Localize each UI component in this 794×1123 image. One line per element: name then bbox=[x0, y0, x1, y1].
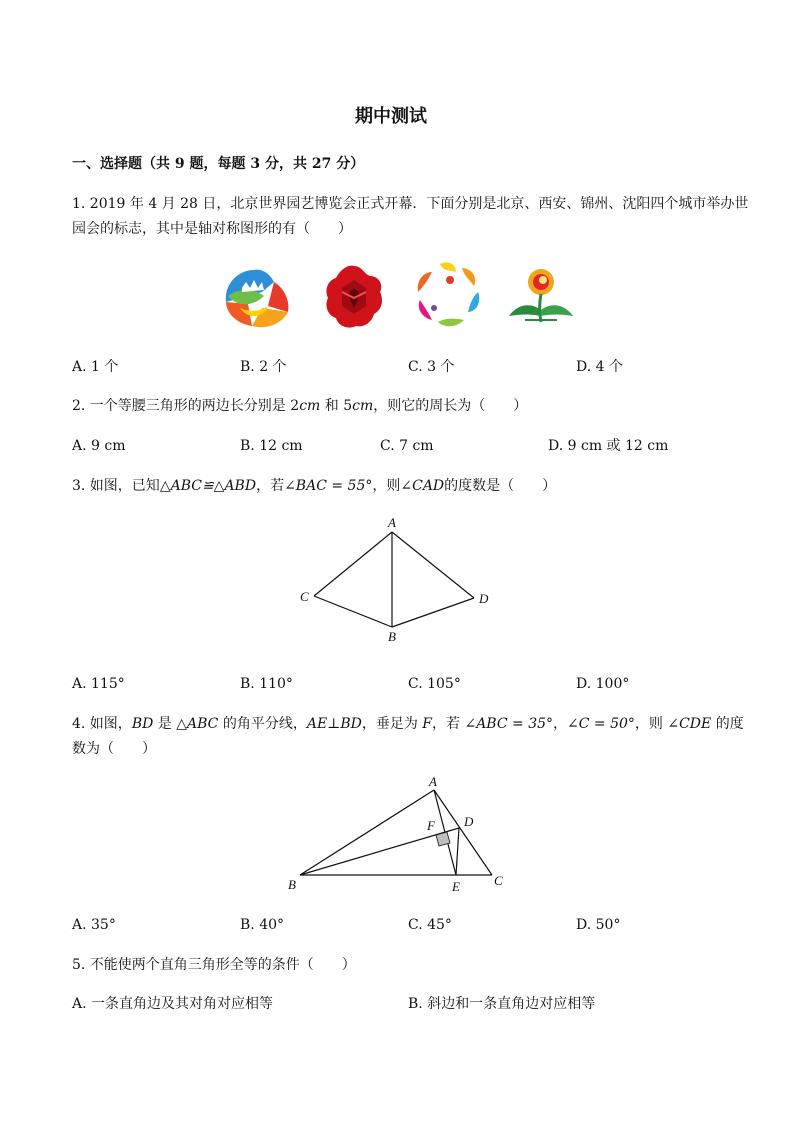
q3-option-a: A. 115° bbox=[72, 676, 125, 692]
q2-option-b: B. 12 cm bbox=[240, 438, 303, 454]
q3-label-c: C bbox=[300, 589, 309, 604]
q4-bd: BD bbox=[131, 716, 154, 732]
q4-option-d: D. 50° bbox=[576, 917, 621, 933]
q4-text-a: 4. 如图， bbox=[72, 716, 132, 732]
xian-expo-logo bbox=[318, 262, 390, 334]
question-1-line-2: 园会的标志，其中是轴对称图形的有（ ） bbox=[72, 221, 352, 237]
q3-pre: 3. 如图，已知 bbox=[72, 478, 160, 494]
q4-f: F bbox=[422, 716, 433, 732]
q3-option-d: D. 100° bbox=[576, 676, 630, 692]
question-4-line-1 bbox=[72, 715, 744, 733]
q4-figure bbox=[284, 772, 514, 897]
question-1-line-1: 1. 2019 年 4 月 28 日，北京世界园艺博览会正式开幕．下面分别是北京、西安、锦州、沈阳四个城市举办世 bbox=[72, 196, 749, 212]
jinzhou-expo-logo bbox=[410, 258, 486, 332]
q3-label-b: B bbox=[388, 629, 396, 644]
q1-option-d: D. 4 个 bbox=[576, 359, 623, 375]
q4-option-b: B. 40° bbox=[240, 917, 285, 933]
q2-a: 2 bbox=[290, 398, 300, 414]
q1-option-c: C. 3 个 bbox=[408, 359, 455, 375]
q2-pre: 2. 一个等腰三角形的两边长分别是 bbox=[72, 398, 291, 414]
q2-unit-b: cm bbox=[352, 398, 374, 414]
page-title: 期中测试 bbox=[355, 106, 427, 127]
q4-tri: △ABC bbox=[176, 716, 219, 732]
q3-option-b: B. 110° bbox=[240, 676, 293, 692]
q2-option-c: C. 7 cm bbox=[380, 438, 434, 454]
shenyang-expo-logo bbox=[505, 266, 575, 328]
q4-label-f: F bbox=[427, 818, 435, 833]
q3-label-a: A bbox=[388, 515, 396, 530]
q3-figure bbox=[296, 512, 496, 647]
q4-label-a: A bbox=[429, 774, 437, 789]
q3-post: 的度数是（ ） bbox=[444, 478, 557, 494]
q4-text-h: 的度 bbox=[711, 716, 744, 732]
q4-text-g: ，则 bbox=[634, 716, 668, 732]
q4-cde: ∠CDE bbox=[667, 716, 712, 732]
q4-abc: ∠ABC = 35° bbox=[464, 716, 554, 732]
q4-text-b: 是 bbox=[153, 716, 177, 732]
section-heading: 一、选择题（共 9 题，每题 3 分，共 27 分） bbox=[72, 156, 365, 172]
q4-c: ∠C = 50° bbox=[567, 716, 635, 732]
q4-label-c: C bbox=[494, 873, 503, 888]
q3-mid: ，若 bbox=[256, 478, 285, 494]
beijing-expo-logo bbox=[218, 262, 294, 332]
question-5: 5. 不能使两个直角三角形全等的条件（ ） bbox=[72, 957, 356, 973]
q4-label-d: D bbox=[464, 814, 474, 829]
q5-option-a: A. 一条直角边及其对角对应相等 bbox=[72, 996, 274, 1012]
q1-option-a: A. 1 个 bbox=[72, 359, 119, 375]
q3-label-d: D bbox=[479, 591, 489, 606]
q4-text-d: ，垂足为 bbox=[361, 716, 423, 732]
q2-mid: 和 bbox=[320, 398, 344, 414]
q4-label-b: B bbox=[288, 877, 296, 892]
q2-unit-a: cm bbox=[299, 398, 321, 414]
q4-text-e: ，若 bbox=[432, 716, 465, 732]
q4-text-c: 的角平分线， bbox=[218, 716, 307, 732]
q4-option-c: C. 45° bbox=[408, 917, 452, 933]
q3-mid2: ，则 bbox=[372, 478, 401, 494]
q3-angle: ∠BAC = 55° bbox=[284, 478, 373, 494]
q4-option-a: A. 35° bbox=[72, 917, 116, 933]
q2-b: 5 bbox=[343, 398, 353, 414]
q3-ask: ∠CAD bbox=[400, 478, 445, 494]
q2-option-d: D. 9 cm 或 12 cm bbox=[548, 438, 669, 454]
q4-text-f: ， bbox=[553, 716, 568, 732]
q2-post: ，则它的周长为（ ） bbox=[373, 398, 528, 414]
q4-label-e: E bbox=[452, 879, 460, 894]
q4-perp: AE⊥BD bbox=[306, 716, 362, 732]
q5-option-b: B. 斜边和一条直角边对应相等 bbox=[408, 996, 596, 1012]
q3-option-c: C. 105° bbox=[408, 676, 461, 692]
question-3 bbox=[72, 477, 556, 495]
question-2 bbox=[72, 397, 527, 415]
question-4-line-2: 数为（ ） bbox=[72, 741, 156, 757]
q2-option-a: A. 9 cm bbox=[72, 438, 126, 454]
q1-option-b: B. 2 个 bbox=[240, 359, 287, 375]
q3-congruence: △ABC≌△ABD bbox=[159, 478, 257, 494]
